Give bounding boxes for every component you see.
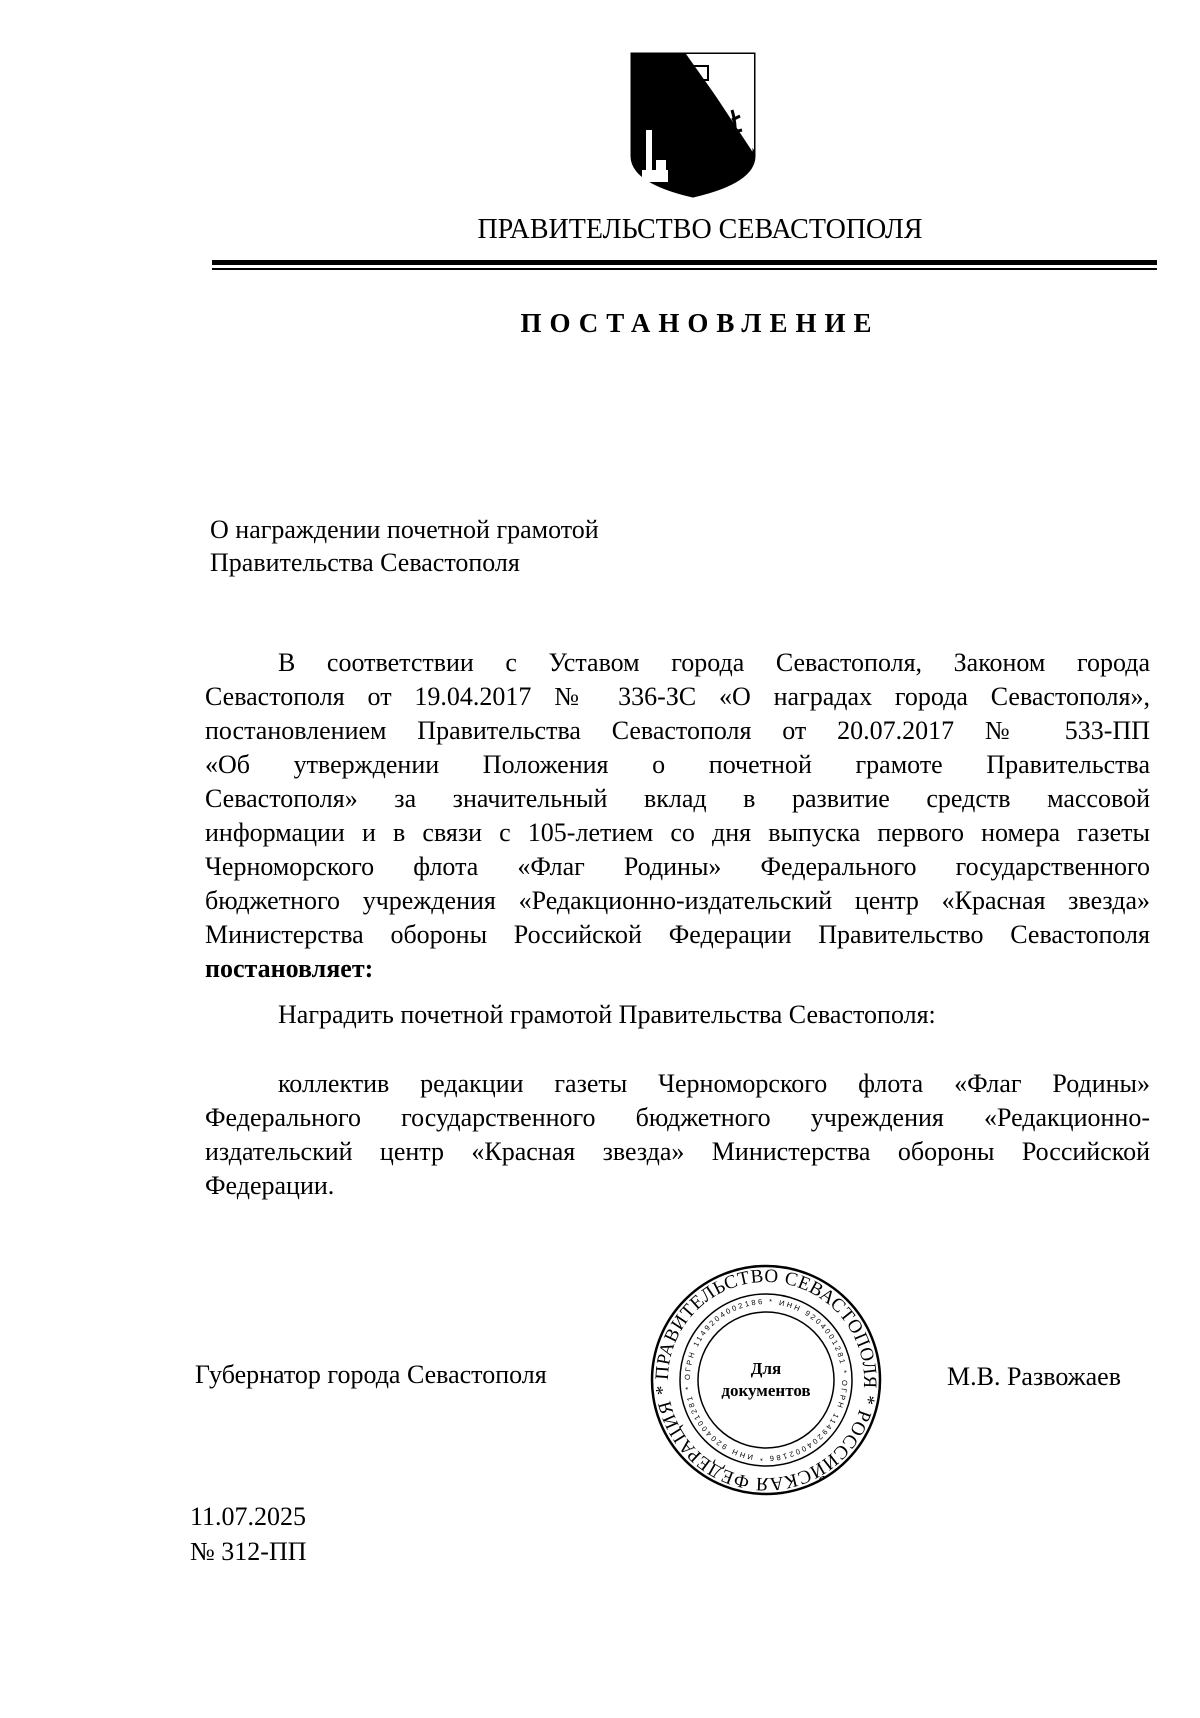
signatory-name: М.В. Развожаев: [947, 1362, 1122, 1391]
award-recipient: [205, 1067, 1150, 1203]
document-date: 11.07.2025: [190, 1502, 307, 1531]
recipient-line: Федерации.: [205, 1171, 335, 1200]
recipient-line: издательский центр «Красная звезда» Министерства обороны Российской: [205, 1137, 1150, 1166]
body-line: Севастополя от 19.04.2017 № 336-ЗС «О наградах города Севастополя»,: [205, 682, 1150, 711]
document-number: № 312-ПП: [190, 1537, 307, 1566]
stamp-inner-text: ОГРН 1149204002186 * ИНН 9204001281 * ОГРН 1149204002186 * ИНН 9204001281 *: [682, 1296, 850, 1464]
body-line: бюджетного учреждения «Редакционно-издательский центр «Красная звезда»: [205, 886, 1150, 915]
organization-title: ПРАВИТЕЛЬСТВО СЕВАСТОПОЛЯ: [477, 214, 923, 245]
body-line: «Об утверждении Положения о почетной грамоте Правительства: [205, 750, 1150, 779]
body-line: Севастополя» за значительный вклад в развитие средств массовой: [205, 784, 1150, 813]
award-intro: Наградить почетной грамотой Правительства Севастополя:: [278, 1000, 936, 1029]
recipient-line: Федерального государственного бюджетного учреждения «Редакционно-: [205, 1103, 1150, 1132]
coat-of-arms-icon: [628, 50, 758, 198]
official-stamp: [648, 1262, 884, 1498]
subject-line: Правительства Севастополя: [210, 548, 520, 577]
header-rule-thin: [212, 268, 1157, 270]
decree-word: постановляет:: [205, 954, 374, 983]
stamp-outer-text: ПРАВИТЕЛЬСТВО СЕВАСТОПОЛЯ * РОССИЙСКАЯ ФЕДЕРАЦИЯ *: [651, 1265, 881, 1495]
body-line: Министерства обороны Российской Федерации Правительство Севастополя: [205, 920, 1150, 949]
subject-line: О награждении почетной грамотой: [210, 515, 599, 544]
body-line: постановлением Правительства Севастополя от 20.07.2017 № 533-ПП: [205, 716, 1150, 745]
stamp-center-line: документов: [721, 1381, 811, 1400]
signatory-title: Губернатор города Севастополя: [195, 1360, 547, 1389]
body-paragraph: [205, 646, 1150, 986]
body-line: Черноморского флота «Флаг Родины» Федерального государственного: [205, 852, 1150, 881]
recipient-line: коллектив редакции газеты Черноморского флота «Флаг Родины»: [278, 1069, 1150, 1098]
subject: [210, 513, 599, 579]
body-line: В соответствии с Уставом города Севастополя, Законом города: [278, 648, 1150, 677]
body-line: информации и в связи с 105-летием со дня выпуска первого номера газеты: [205, 818, 1150, 847]
header-rule-thick: [212, 260, 1157, 265]
document-type-heading: ПОСТАНОВЛЕНИЕ: [520, 308, 880, 338]
stamp-center-line: Для: [750, 1359, 782, 1378]
